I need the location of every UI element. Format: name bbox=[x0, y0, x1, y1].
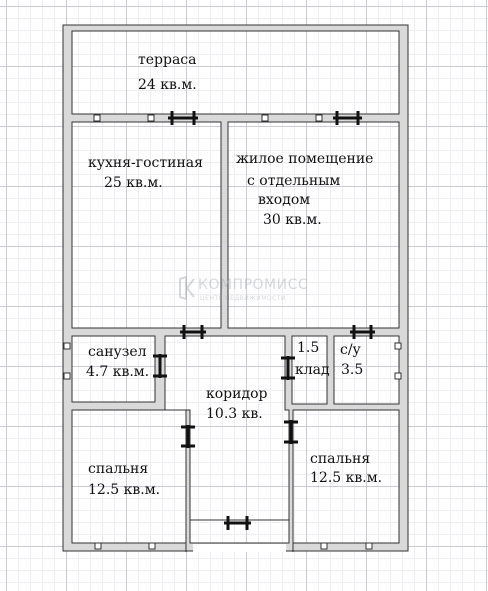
kitchen-area: 25 кв.м. bbox=[104, 175, 163, 191]
bedroom-left-area: 12.5 кв.м. bbox=[88, 482, 161, 498]
watermark-logo bbox=[178, 276, 318, 306]
living-line2: с отдельным bbox=[247, 173, 341, 189]
bedroom-left-name: спальня bbox=[88, 461, 149, 477]
living-area: 30 кв.м. bbox=[263, 212, 322, 228]
corridor-area: 10.3 кв. bbox=[206, 406, 263, 422]
storage-name: клад bbox=[295, 362, 330, 378]
bedroom-right-name: спальня bbox=[310, 451, 371, 467]
wc-name: с/у bbox=[340, 342, 361, 358]
watermark-tagline: ЦЕНТР НЕДВИЖИМОСТИ bbox=[200, 295, 286, 302]
logo-icon bbox=[178, 276, 196, 300]
bedroom-right-area: 12.5 кв.м. bbox=[310, 470, 383, 486]
terrace-name: терраса bbox=[138, 52, 197, 68]
living-line3: входом bbox=[258, 192, 311, 208]
watermark-name: КОМПРОМИСС bbox=[198, 277, 309, 293]
storage-area: 1.5 bbox=[297, 340, 320, 356]
corridor-name: коридор bbox=[206, 386, 268, 402]
kitchen-name: кухня-гостиная bbox=[88, 155, 203, 171]
bathroom-name: санузел bbox=[88, 344, 147, 360]
bathroom-area: 4.7 кв.м. bbox=[86, 364, 150, 380]
wc-area: 3.5 bbox=[341, 362, 364, 378]
terrace-area: 24 кв.м. bbox=[138, 77, 197, 93]
living-line1: жилое помещение bbox=[236, 151, 374, 167]
entrance-notch bbox=[193, 544, 286, 552]
